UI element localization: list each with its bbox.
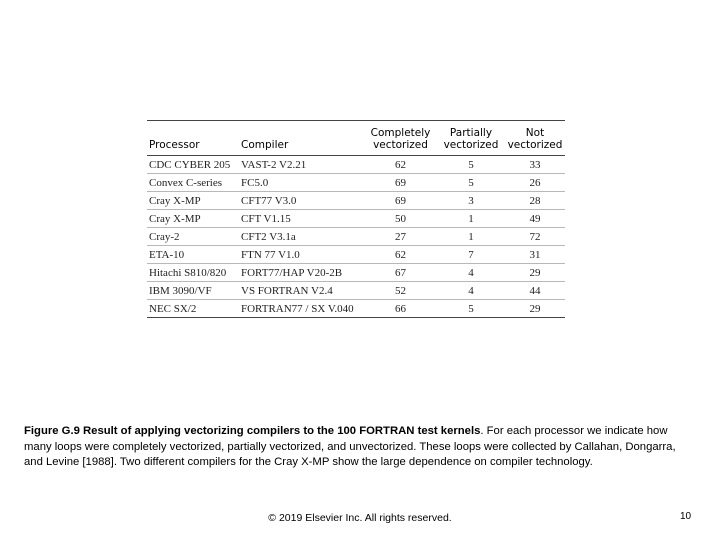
- cell-processor: ETA-10: [147, 246, 241, 264]
- table-row: [147, 174, 565, 192]
- vectorization-results-table-container: [147, 120, 565, 318]
- cell-partially-vectorized: 5: [437, 174, 505, 192]
- cell-completely-vectorized: 69: [364, 174, 437, 192]
- copyright-footer: © 2019 Elsevier Inc. All rights reserved.: [268, 512, 452, 524]
- page-number: 10: [680, 511, 692, 522]
- cell-processor: NEC SX/2: [147, 300, 241, 318]
- cell-completely-vectorized: 67: [364, 264, 437, 282]
- vectorization-results-table: [147, 120, 565, 318]
- cell-not-vectorized: 26: [505, 174, 565, 192]
- cell-partially-vectorized: 5: [437, 156, 505, 174]
- cell-completely-vectorized: 62: [364, 156, 437, 174]
- header-processor: Processor: [147, 121, 241, 156]
- table-row: [147, 192, 565, 210]
- header-not-line2: vectorized: [507, 139, 563, 151]
- cell-not-vectorized: 72: [505, 228, 565, 246]
- figure-caption: [24, 424, 696, 471]
- cell-compiler: CFT V1.15: [241, 210, 364, 228]
- cell-partially-vectorized: 4: [437, 264, 505, 282]
- cell-not-vectorized: 44: [505, 282, 565, 300]
- table-row: [147, 300, 565, 318]
- table-row: [147, 246, 565, 264]
- cell-completely-vectorized: 62: [364, 246, 437, 264]
- table-row: [147, 156, 565, 174]
- cell-not-vectorized: 49: [505, 210, 565, 228]
- cell-not-vectorized: 31: [505, 246, 565, 264]
- table-row: [147, 210, 565, 228]
- header-not-vectorized: [505, 121, 565, 156]
- cell-processor: Convex C-series: [147, 174, 241, 192]
- table-row: [147, 282, 565, 300]
- cell-compiler: FORTRAN77 / SX V.040: [241, 300, 364, 318]
- cell-not-vectorized: 28: [505, 192, 565, 210]
- cell-processor: Cray X-MP: [147, 210, 241, 228]
- cell-compiler: FORT77/HAP V20-2B: [241, 264, 364, 282]
- cell-not-vectorized: 29: [505, 300, 565, 318]
- cell-compiler: FC5.0: [241, 174, 364, 192]
- table-row: [147, 228, 565, 246]
- cell-completely-vectorized: 69: [364, 192, 437, 210]
- cell-completely-vectorized: 52: [364, 282, 437, 300]
- table-row: [147, 264, 565, 282]
- header-compiler: Compiler: [241, 121, 364, 156]
- header-partially-line2: vectorized: [443, 139, 499, 151]
- caption-title: Figure G.9 Result of applying vectorizing compilers to the 100 FORTRAN test kernels: [24, 425, 481, 437]
- cell-not-vectorized: 29: [505, 264, 565, 282]
- cell-processor: CDC CYBER 205: [147, 156, 241, 174]
- cell-partially-vectorized: 1: [437, 228, 505, 246]
- cell-partially-vectorized: 5: [437, 300, 505, 318]
- cell-completely-vectorized: 50: [364, 210, 437, 228]
- table-body: [147, 156, 565, 318]
- header-completely-vectorized: [364, 121, 437, 156]
- header-partially-line1: Partially: [449, 127, 493, 139]
- cell-processor: Cray X-MP: [147, 192, 241, 210]
- cell-processor: Cray-2: [147, 228, 241, 246]
- cell-compiler: FTN 77 V1.0: [241, 246, 364, 264]
- table-header-row: [147, 121, 565, 156]
- cell-processor: Hitachi S810/820: [147, 264, 241, 282]
- cell-partially-vectorized: 4: [437, 282, 505, 300]
- cell-completely-vectorized: 27: [364, 228, 437, 246]
- cell-completely-vectorized: 66: [364, 300, 437, 318]
- cell-compiler: VAST-2 V2.21: [241, 156, 364, 174]
- cell-processor: IBM 3090/VF: [147, 282, 241, 300]
- header-not-line1: Not: [525, 127, 545, 139]
- cell-partially-vectorized: 3: [437, 192, 505, 210]
- cell-compiler: CFT77 V3.0: [241, 192, 364, 210]
- cell-partially-vectorized: 1: [437, 210, 505, 228]
- header-partially-vectorized: [437, 121, 505, 156]
- cell-partially-vectorized: 7: [437, 246, 505, 264]
- cell-compiler: VS FORTRAN V2.4: [241, 282, 364, 300]
- cell-compiler: CFT2 V3.1a: [241, 228, 364, 246]
- header-completely-line1: Completely: [370, 127, 431, 139]
- cell-not-vectorized: 33: [505, 156, 565, 174]
- header-completely-line2: vectorized: [373, 139, 428, 151]
- caption-body: . For each processor we indicate how many loops were completely vectorized, partially vectorized, and unvectorized. These loops were collected by Callahan, Dongarra, and Levine [1988]. Two different compilers for the Cray X-MP show the large dependence on compiler technology.: [24, 425, 676, 468]
